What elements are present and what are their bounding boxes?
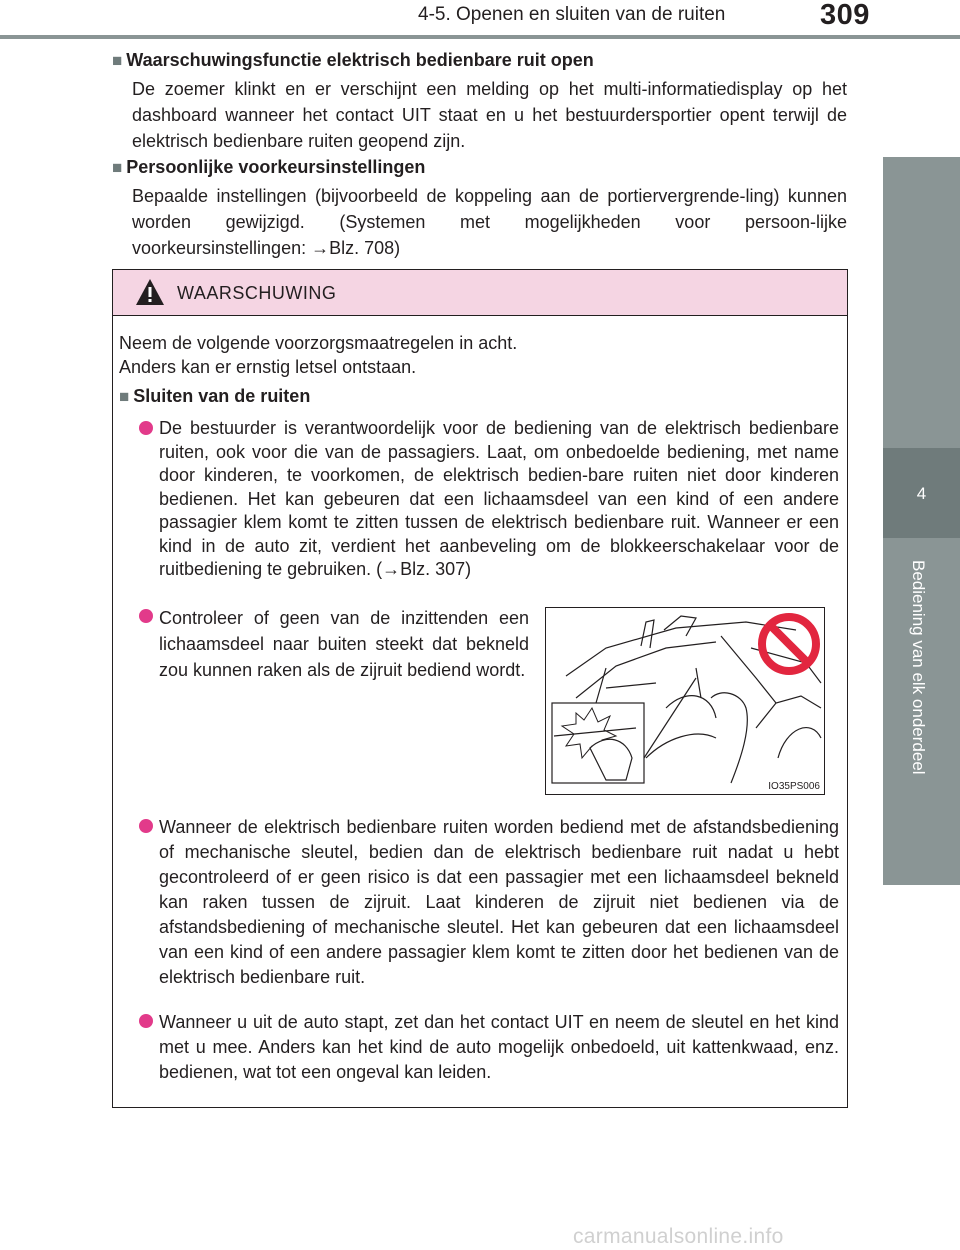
bullet-dot-icon (139, 421, 153, 435)
page-number: 309 (820, 0, 870, 31)
warning-bullet-text: De bestuurder is verantwoordelijk voor de bediening van de elektrisch bedienbare ruiten, ook voor die van de passagiers. Laat, om onbedoelde bediening, met name door kinderen, te voorkomen, de elektrisch bedien-bare ruiten niet door kinderen bedienen. Het kan gebeuren dat een lichaamsdeel van een kind of een andere passagier klem komt te zitten tussen de elektrisch bedienbare ruit. Wanneer er een kind in de auto zit, verdient het aanbeveling om de blokkeerschakelaar voor de ruitbediening te gebruiken. (→Blz. 307) (159, 418, 839, 579)
section-body: De zoemer klinkt en er verschijnt een melding op het multi-informatiedisplay op het dashboard wanneer het contact UIT staat en u het bestuurdersportier opent terwijl de elektrisch bedienbare ruiten geopend zijn. (132, 79, 847, 151)
chapter-number-box (883, 448, 960, 538)
warning-intro-line-1: Neem de volgende voorzorgsmaatregelen in acht. (119, 333, 518, 353)
square-bullet-icon: ■ (112, 158, 123, 177)
chapter-title: Bediening van elk onderdeel (909, 560, 928, 775)
warning-header (113, 270, 847, 316)
warning-bullet-text: Wanneer de elektrisch bedienbare ruiten worden bediend met de afstandsbediening of mechanische sleutel, bedien dan de elektrisch bedienbare ruit nadat u hebt gecontroleerd of er geen risico is dat een passagier met een lichaamsdeel bekneld kan raken tussen de zijruit. Laat kinderen de zijruit niet bedienen via de afstandsbediening of mechanische sleutel. Het kan gebeuren dat een lichaamsdeel van een kind of een andere passagier klem komt te zitten door het bedienen van de elektrisch bedienbare ruit. (159, 817, 839, 987)
header-rule (0, 35, 960, 39)
car-interior-illustration (546, 608, 824, 794)
bullet-dot-icon (139, 609, 153, 623)
warning-bullet-text: Wanneer u uit de auto stapt, zet dan het contact UIT en neem de sleutel en het kind met u mee. Anders kan het kind de auto mogelijk onbedoeld, uit kattenkwaad, enz. bedienen, wat tot een ongeval kan leiden. (159, 1012, 839, 1082)
warning-box (112, 269, 848, 1108)
illustration-code: IO35PS006 (768, 781, 820, 792)
warning-subheading (119, 386, 310, 407)
section-heading-text: Waarschuwingsfunctie elektrisch bedienbare ruit open (126, 50, 594, 70)
watermark: carmanualsonline.info (573, 1225, 784, 1248)
side-tab-end (883, 885, 960, 1250)
section-title: 4-5. Openen en sluiten van de ruiten (418, 4, 726, 25)
bullet-dot-icon (139, 819, 153, 833)
square-bullet-icon: ■ (112, 51, 123, 70)
section-window-open-warning (112, 48, 847, 154)
warning-triangle-icon (135, 278, 165, 306)
section-heading (112, 48, 847, 73)
page-header (0, 0, 960, 40)
warning-bullet-text: Controleer of geen van de inzittenden een lichaamsdeel naar buiten steekt dat bekneld zou kunnen raken als de zijruit bediend wordt. (159, 608, 529, 680)
bullet-dot-icon (139, 1014, 153, 1028)
chapter-number: 4 (916, 484, 927, 503)
warning-subheading-text: Sluiten van de ruiten (133, 386, 311, 406)
section-personal-settings (112, 155, 847, 261)
section-heading-text: Persoonlijke voorkeursinstellingen (126, 157, 426, 177)
window-pinch-illustration (545, 607, 825, 795)
warning-intro-line-2: Anders kan er ernstig letsel ontstaan. (119, 357, 417, 377)
section-body: Bepaalde instellingen (bijvoorbeeld de koppeling aan de portiervergrende-ling) kunnen worden gewijzigd. (Systemen met mogelijkheden voor persoon-lijke voorkeursinstellingen: →Blz. 708) (132, 186, 847, 258)
warning-title: WAARSCHUWING (177, 283, 337, 303)
square-bullet-icon: ■ (119, 387, 130, 406)
section-heading (112, 155, 847, 180)
